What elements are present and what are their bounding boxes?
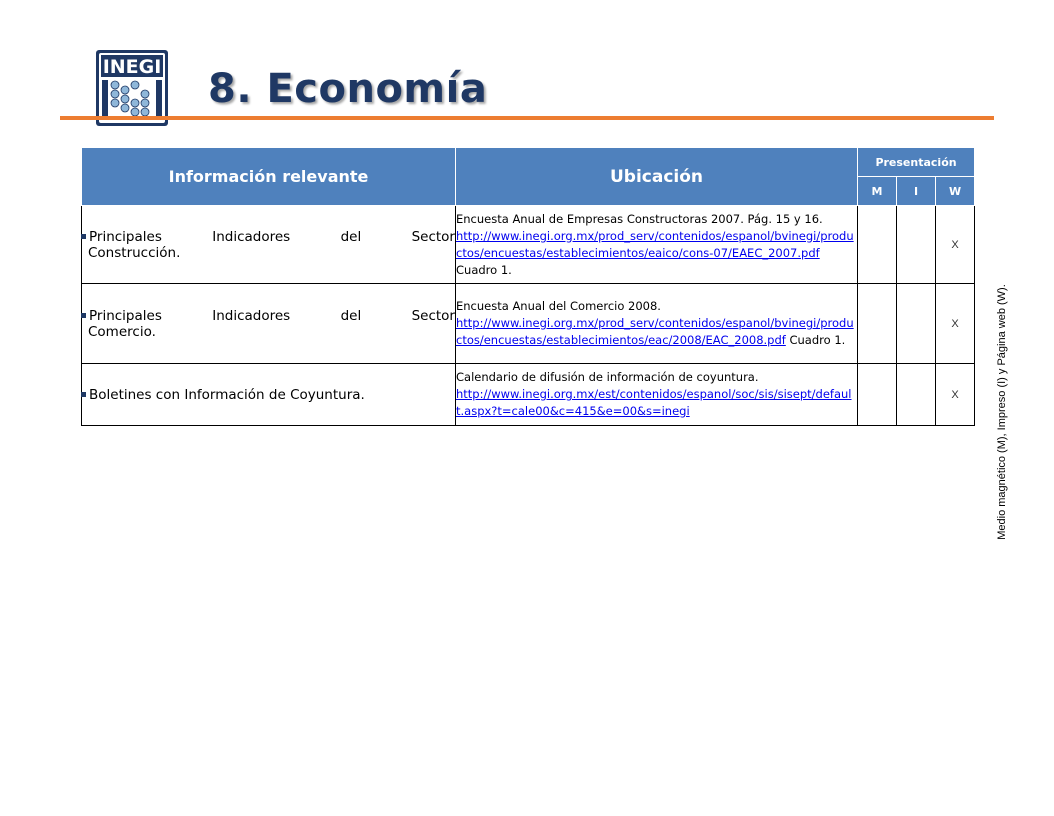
logo-text: INEGI [102, 56, 162, 78]
info-word: Indicadores [212, 307, 291, 324]
header-presentacion: Presentación [858, 148, 975, 177]
ubicacion-link[interactable]: http://www.inegi.org.mx/prod_serv/contenidos/espanol/bvinegi/productos/encuestas/establecimientos/eaico/cons-07/EAEC_2007.pdf [456, 228, 854, 260]
table-row [82, 206, 975, 284]
bullet-icon [81, 313, 86, 318]
ubicacion-cell [456, 206, 858, 284]
ubicacion-text: Calendario de difusión de información de coyuntura. [456, 370, 759, 384]
info-word: Indicadores [212, 228, 291, 245]
info-word: Principales [89, 307, 162, 324]
ubicacion-cell [456, 364, 858, 426]
header-ubicacion: Ubicación [456, 148, 858, 206]
header-informacion-relevante: Información relevante [82, 148, 456, 206]
info-line2: Comercio. [88, 323, 156, 340]
info-word: del [340, 307, 362, 324]
info-text: Boletines con Información de Coyuntura. [89, 386, 365, 403]
header-i: I [897, 177, 936, 206]
table-row [82, 364, 975, 426]
ubicacion-text: Encuesta Anual de Empresas Constructoras 2007. Pág. 15 y 16. [456, 211, 823, 226]
header-divider [60, 116, 994, 120]
header-w: W [936, 177, 975, 206]
mark-i [897, 284, 936, 364]
header-m: M [858, 177, 897, 206]
page-title: 8. Economía [208, 66, 488, 112]
ubicacion-link[interactable]: http://www.inegi.org.mx/est/contenidos/espanol/soc/sis/sisept/default.aspx?t=cale00&c=415&e=00&s=inegi [456, 387, 852, 418]
mark-i [897, 206, 936, 284]
bullet-icon [81, 392, 86, 397]
bullet-icon [81, 234, 86, 239]
ubicacion-suffix: Cuadro 1. [785, 333, 846, 347]
ubicacion-link[interactable]: http://www.inegi.org.mx/prod_serv/contenidos/espanol/bvinegi/productos/encuestas/establecimientos/eac/2008/EAC_2008.pdf [456, 316, 854, 347]
info-word: Sector [411, 228, 455, 245]
ubicacion-cell [456, 284, 858, 364]
info-word: Sector [411, 307, 455, 324]
mark-i [897, 364, 936, 426]
info-line2: Construcción. [88, 244, 181, 261]
mark-m [858, 364, 897, 426]
info-cell [82, 284, 456, 364]
ubicacion-text: Encuesta Anual del Comercio 2008. [456, 299, 661, 313]
info-word: del [340, 228, 362, 245]
mark-w: X [936, 284, 975, 364]
side-note: Medio magnético (M), Impreso (I) y Página web (W). [996, 284, 1008, 540]
ubicacion-suffix: Cuadro 1. [456, 262, 512, 277]
info-cell [82, 206, 456, 284]
info-table [81, 147, 975, 426]
mark-m [858, 284, 897, 364]
info-cell [82, 364, 456, 426]
mark-w: X [936, 206, 975, 284]
info-word: Principales [89, 228, 162, 245]
inegi-logo [96, 50, 168, 126]
table-row [82, 284, 975, 364]
mark-m [858, 206, 897, 284]
mark-w: X [936, 364, 975, 426]
